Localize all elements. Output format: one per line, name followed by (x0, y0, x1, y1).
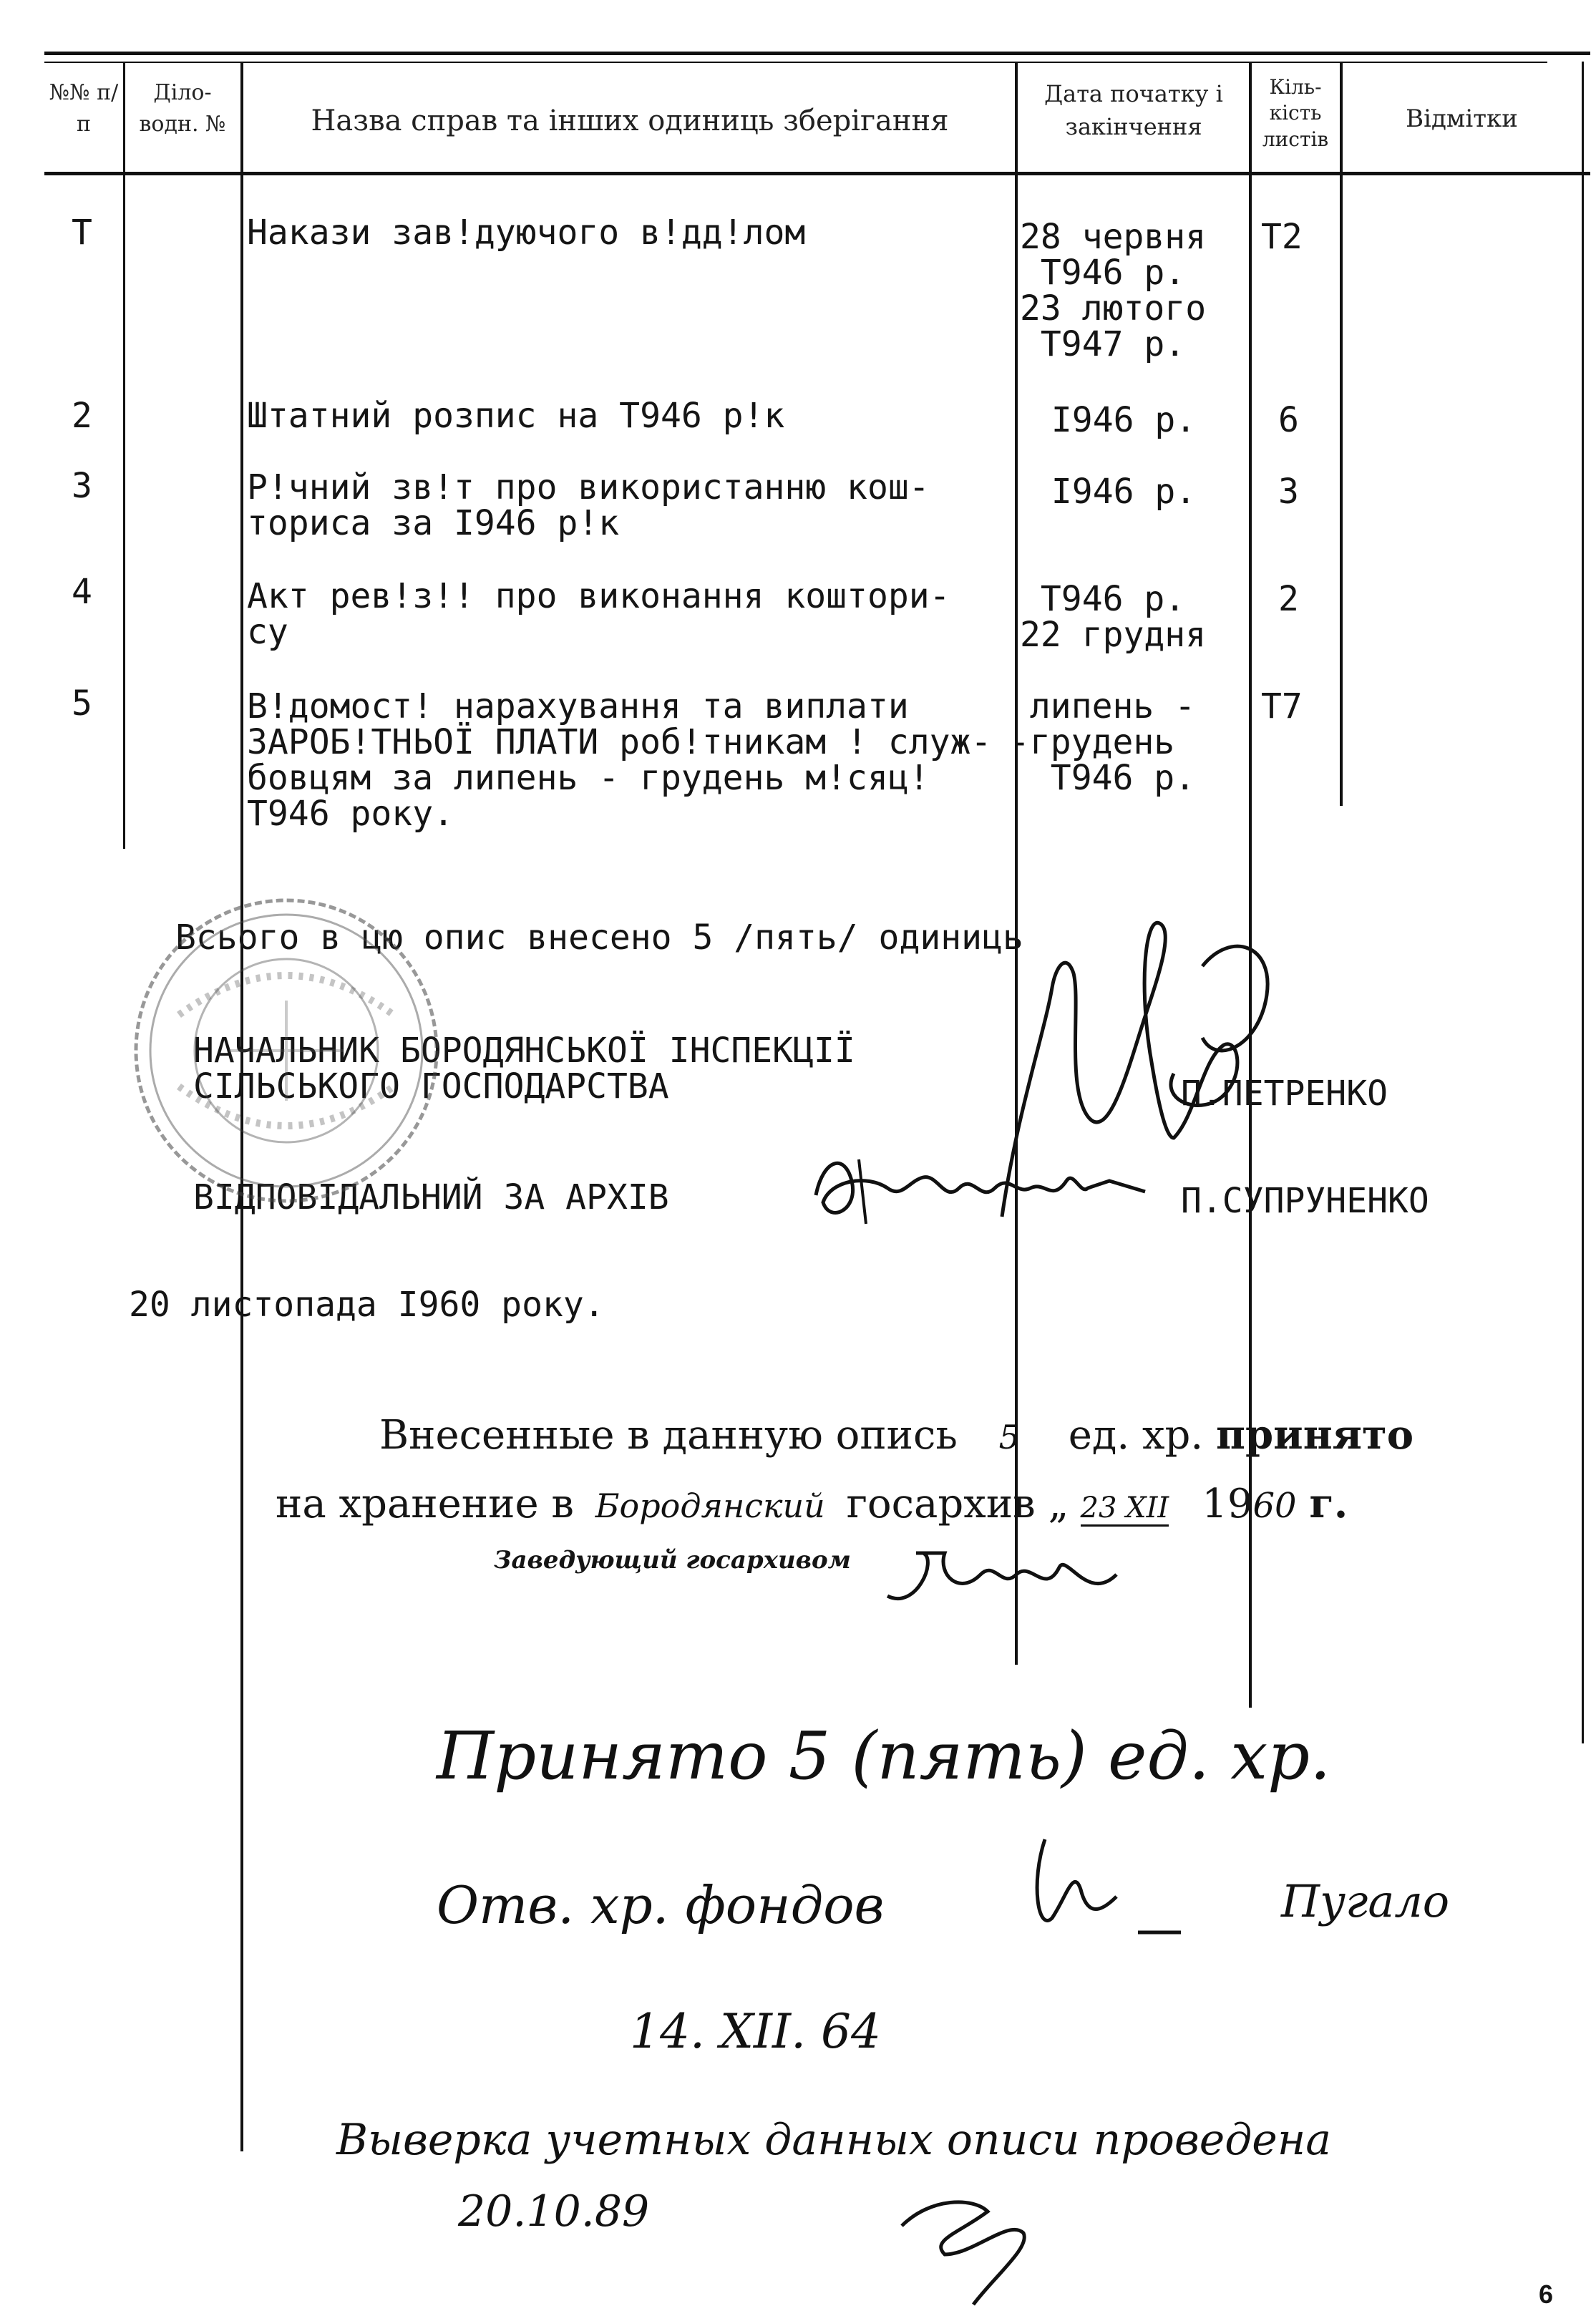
stamp-units-hand: 5 (998, 1418, 1020, 1456)
header-dates: Дата початку і закінчення (1044, 80, 1223, 141)
row-3-title: Р!чний зв!т про використанню кош- ториса за І946 р!к (247, 467, 930, 543)
top-rule-thin (44, 62, 1547, 63)
stamp-quote: „ (1048, 1481, 1069, 1527)
row-1-dates: 28 червня Т946 р. 23 лютого Т947 р. (1020, 217, 1207, 364)
page-number: 6 (1539, 2279, 1554, 2309)
stamp-line1-start: Внесенные в данную опись (379, 1412, 958, 1459)
archive-name: П.СУПРУНЕНКО (1181, 1181, 1429, 1221)
column-divider (1340, 62, 1343, 806)
stamp-line1 (379, 1411, 1413, 1459)
stamp-year-prefix: 19 (1202, 1481, 1253, 1527)
row-1-sheets: Т2 (1261, 217, 1303, 257)
row-3-sheets: 3 (1278, 472, 1299, 512)
stamp-line2 (276, 1480, 1348, 1527)
column-divider (123, 62, 125, 849)
stamp-archive-hand: Бородянский (595, 1487, 825, 1525)
top-rule (44, 52, 1590, 55)
responsible-signature (1023, 1825, 1224, 1982)
row-3-num: 3 (72, 466, 92, 506)
row-5-sheets: Т7 (1261, 686, 1303, 726)
header-bottom-rule (44, 172, 1590, 175)
row-2-dates: І946 р. (1031, 400, 1197, 440)
stamp-date-hand: 23 XII (1081, 1492, 1169, 1527)
stamp-line3: Заведующий госархивом (494, 1546, 852, 1575)
row-2-num: 2 (72, 396, 92, 436)
head-name: П.ПЕТРЕНКО (1181, 1074, 1388, 1114)
row-3-dates: І946 р. (1031, 472, 1197, 512)
stamp-year-hand: 60 (1252, 1486, 1297, 1526)
date-line: 20 листопада І960 року. (129, 1285, 605, 1325)
row-2-title: Штатний розпис на Т946 р!к (247, 396, 785, 436)
header-sheets: Кіль- кість листів (1262, 75, 1329, 151)
row-1-num: Т (72, 213, 92, 253)
header-title: Назва справ та інших одиниць зберігання (311, 104, 949, 137)
row-4-sheets: 2 (1278, 579, 1299, 619)
verification-signature (887, 2169, 1074, 2312)
summary-line: Всього в цю опис внесено 5 /пять/ одиниць (175, 918, 1023, 958)
header-notes: Відмітки (1406, 104, 1518, 133)
head-title-line2: СІЛЬСЬКОГО ГОСПОДАРСТВА (193, 1066, 669, 1106)
note-verification: Выверка учетных данных описи проведена (336, 2115, 1332, 2165)
note-accepted: Принято 5 (пять) ед. хр. (437, 1718, 1331, 1794)
stamp-line1-end: принято (1216, 1411, 1414, 1459)
archive-head-signature (873, 1532, 1131, 1617)
row-5-title: В!домост! нарахування та виплати ЗАРОБ!ТНЬОЇ ПЛАТИ роб!тникам ! служ- бовцям за липень - грудень м!сяц! Т946 року. (247, 686, 992, 834)
header-office-no: Діло- водн. № (139, 80, 226, 137)
stamp-line2-start: на хранение в (276, 1481, 574, 1527)
row-1-title: Накази зав!дуючого в!дд!лом (247, 213, 806, 253)
right-margin-line (1582, 62, 1584, 1743)
head-title-line1: НАЧАЛЬНИК БОРОДЯНСЬКОЇ ІНСПЕКЦІЇ (193, 1031, 855, 1071)
row-4-dates: Т946 р. 22 грудня (1020, 579, 1207, 655)
round-seal (129, 893, 444, 1208)
note-date: 14. XII. 64 (630, 2004, 882, 2059)
column-divider (1249, 62, 1252, 1708)
note-responsible: Отв. хр. фондов (437, 1875, 885, 1935)
archive-signature (802, 1138, 1159, 1238)
row-2-sheets: 6 (1278, 400, 1299, 440)
row-4-title: Акт рев!з!! про виконання коштори- су (247, 576, 950, 652)
row-5-dates: липень - -грудень Т946 р. (1009, 686, 1196, 798)
row-4-num: 4 (72, 572, 92, 612)
note-verification-date: 20.10.89 (458, 2186, 650, 2237)
note-responsible-name: Пугало (1281, 1875, 1450, 1927)
stamp-line2-end: г. (1309, 1480, 1348, 1527)
header-num: №№ п/п (49, 80, 119, 137)
stamp-line1-mid: ед. хр. (1068, 1412, 1204, 1459)
archive-title: ВІДПОВІДАЛЬНИЙ ЗА АРХІВ (193, 1177, 669, 1217)
row-5-num: 5 (72, 683, 92, 724)
stamp-line2-mid: госархив (846, 1481, 1036, 1527)
